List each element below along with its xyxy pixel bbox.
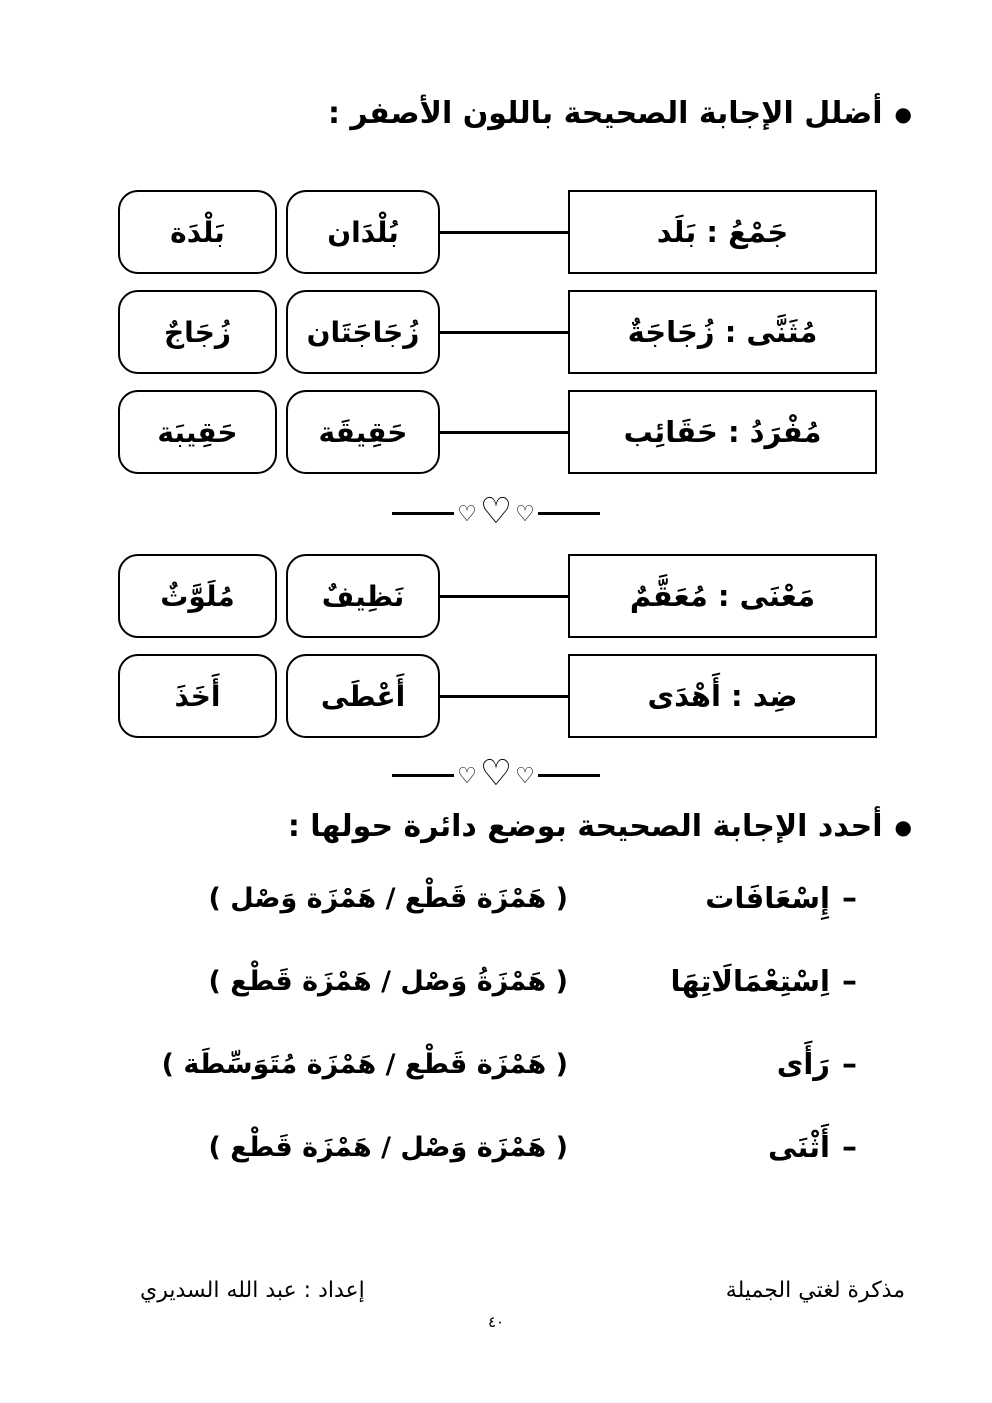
circle-question-row — [0, 868, 857, 928]
heart-icon: ♡ — [457, 502, 477, 527]
answer-options: ( هَمْزَة قَطْع / هَمْزَة مُتَوَسِّطَة ) — [161, 1048, 568, 1080]
answer-option-box — [118, 390, 277, 474]
hearts-divider — [0, 755, 992, 795]
answer-option-text: نَظِيفٌ — [321, 579, 405, 613]
answer-option-text: أَخَذَ — [174, 679, 221, 713]
question-text: مُثَنَّى : زُجَاجَةٌ — [627, 315, 818, 349]
heart-icon: ♡ — [457, 764, 477, 789]
shade-instruction-text: أضلل الإجابة الصحيحة باللون الأصفر : — [327, 96, 883, 131]
answer-option-text: بُلْدَان — [327, 215, 399, 249]
dash-marker: – — [842, 963, 857, 999]
matching-row — [118, 189, 877, 275]
answer-option-box — [286, 190, 440, 274]
matching-row — [118, 553, 877, 639]
question-text: ضِد : أَهْدَى — [647, 679, 798, 713]
answer-option-text: حَقِيقَة — [318, 415, 408, 449]
heart-icon: ♡ — [515, 764, 535, 789]
answer-option-text: بَلْدَة — [170, 215, 225, 249]
answer-option-text: أَعْطَى — [320, 679, 406, 713]
divider-line — [392, 512, 454, 515]
answer-option-box — [118, 654, 277, 738]
answer-options: ( هَمْزَةُ وَصْل / هَمْزَة قَطْع ) — [208, 965, 568, 997]
answer-option-text: مُلَوَّثٌ — [160, 579, 235, 613]
connector-line — [440, 231, 568, 234]
question-word: رَأَى — [776, 1047, 830, 1081]
answer-option-text: حَقِيبَة — [157, 415, 238, 449]
heart-icon: ♡ — [479, 753, 513, 794]
footer-prepared-by: إعداد : عبد الله السديري — [140, 1278, 365, 1303]
question-text: مَعْنَى : مُعَقَّمٌ — [629, 579, 816, 613]
question-word: أَثْنَى — [767, 1130, 830, 1164]
matching-row — [118, 389, 877, 475]
hearts-divider — [0, 493, 992, 533]
circle-instruction-text: أحدد الإجابة الصحيحة بوضع دائرة حولها : — [287, 809, 883, 844]
matching-row — [118, 289, 877, 375]
matching-group-2 — [0, 553, 992, 739]
page-number: ٤٠ — [487, 1313, 505, 1331]
divider-line — [538, 774, 600, 777]
question-box — [568, 390, 877, 474]
question-text: مُفْرَدُ : حَقَائِب — [623, 415, 822, 449]
answer-option-box — [286, 390, 440, 474]
connector-line — [440, 695, 568, 698]
circle-question-row — [0, 951, 857, 1011]
answer-option-box — [118, 190, 277, 274]
circle-instruction-header — [0, 809, 992, 844]
answer-option-text: زُجَاجٌ — [164, 315, 231, 349]
answer-options: ( هَمْزَة وَصْل / هَمْزَة قَطْع ) — [208, 1131, 568, 1163]
connector-line — [440, 331, 568, 334]
dash-marker: – — [842, 880, 857, 916]
answer-option-text: زُجَاجَتَان — [306, 315, 420, 349]
connector-line — [440, 431, 568, 434]
question-box — [568, 654, 877, 738]
dash-marker: – — [842, 1046, 857, 1082]
matching-group-1 — [0, 189, 992, 475]
answer-option-box — [286, 654, 440, 738]
circle-question-row — [0, 1034, 857, 1094]
question-word: إِسْعَافَات — [705, 881, 830, 915]
divider-line — [538, 512, 600, 515]
question-word: اِسْتِعْمَالَاتِهَا — [670, 964, 830, 998]
shade-instruction-header — [0, 96, 992, 131]
answer-options: ( هَمْزَة قَطْع / هَمْزَة وَصْل ) — [208, 882, 568, 914]
heart-icon: ♡ — [479, 491, 513, 532]
divider-line — [392, 774, 454, 777]
dash-marker: – — [842, 1129, 857, 1165]
answer-option-box — [118, 554, 277, 638]
matching-row — [118, 653, 877, 739]
answer-option-box — [118, 290, 277, 374]
question-text: جَمْعُ : بَلَد — [656, 215, 789, 249]
question-box — [568, 290, 877, 374]
answer-option-box — [286, 554, 440, 638]
bullet-icon: ● — [894, 101, 912, 126]
footer-book-title: مذكرة لغتي الجميلة — [725, 1278, 905, 1303]
question-box — [568, 190, 877, 274]
question-box — [568, 554, 877, 638]
answer-option-box — [286, 290, 440, 374]
footer-row — [0, 1278, 992, 1303]
circle-questions-section — [0, 868, 992, 1177]
page-footer — [0, 1278, 992, 1331]
heart-icon: ♡ — [515, 502, 535, 527]
connector-line — [440, 595, 568, 598]
bullet-icon: ● — [894, 814, 912, 839]
circle-question-row — [0, 1117, 857, 1177]
